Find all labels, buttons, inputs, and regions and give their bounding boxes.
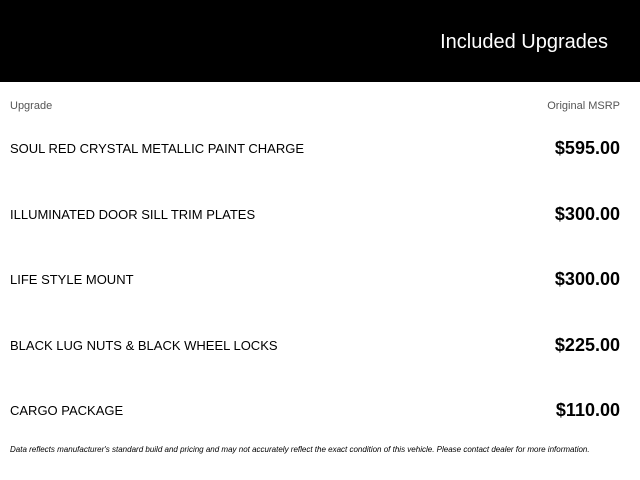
disclaimer-text: Data reflects manufacturer's standard build and pricing and may not accurately reflect the exact condition of this vehicle. Please contact dealer for more information. xyxy=(10,445,590,454)
upgrade-name: SOUL RED CRYSTAL METALLIC PAINT CHARGE xyxy=(10,141,305,156)
list-item xyxy=(10,246,620,312)
header-bar xyxy=(0,0,640,82)
upgrade-name: LIFE STYLE MOUNT xyxy=(10,272,134,288)
upgrade-name: ILLUMINATED DOOR SILL TRIM PLATES xyxy=(10,206,256,222)
upgrade-price: $110.00 xyxy=(555,400,620,421)
upgrade-name: BLACK LUG NUTS & BLACK WHEEL LOCKS xyxy=(10,337,278,353)
column-header-original-msrp: Original MSRP xyxy=(547,100,620,112)
upgrade-list xyxy=(10,115,620,443)
upgrade-price: $225.00 xyxy=(554,334,620,355)
upgrade-price: $300.00 xyxy=(554,203,620,224)
upgrade-name: CARGO PACKAGE xyxy=(10,403,124,419)
column-headers xyxy=(10,99,620,113)
list-item xyxy=(10,312,620,378)
list-item xyxy=(10,377,620,443)
column-header-upgrade: Upgrade xyxy=(10,100,53,112)
list-item xyxy=(10,115,620,181)
upgrade-price: $300.00 xyxy=(554,269,620,290)
upgrade-price: $595.00 xyxy=(554,138,620,158)
page-title: Included Upgrades xyxy=(440,31,608,53)
list-item xyxy=(10,181,620,247)
